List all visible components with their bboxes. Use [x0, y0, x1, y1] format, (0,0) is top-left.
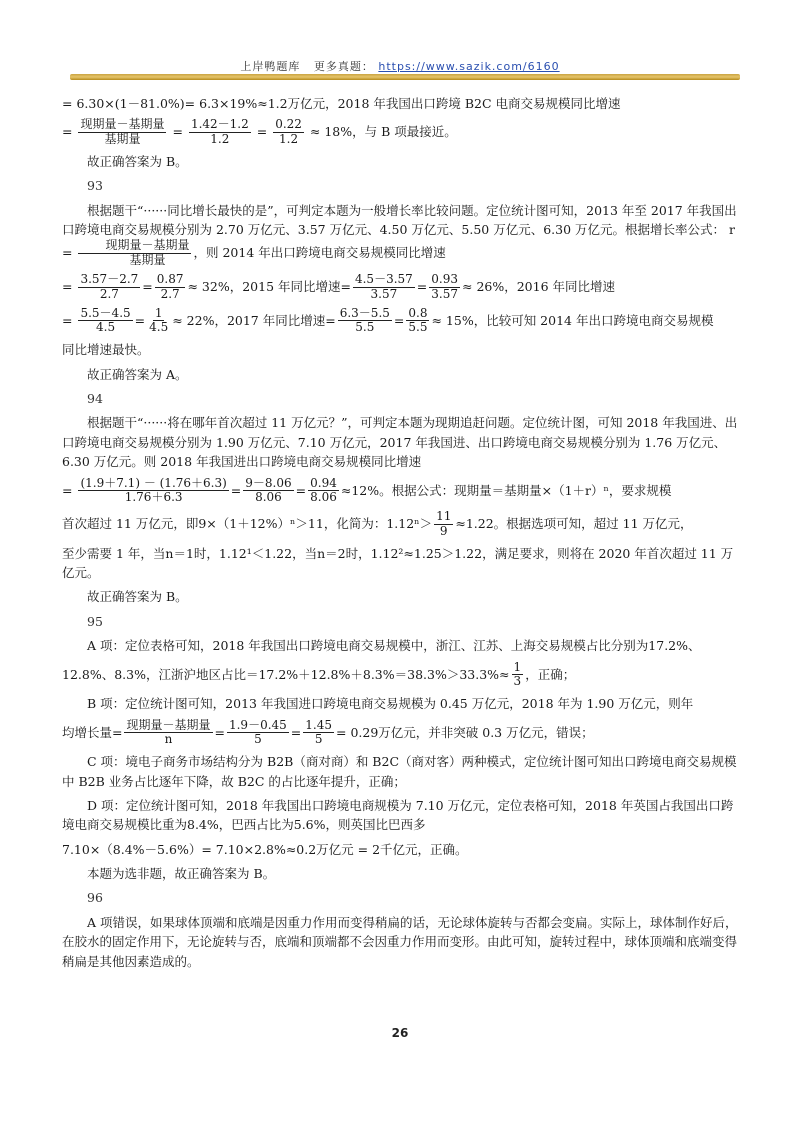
document-body: [62, 94, 740, 976]
fraction-denominator: 2.7: [99, 286, 119, 301]
fraction-denominator: 9: [439, 523, 448, 538]
text-fragment: =: [393, 312, 405, 328]
fraction: [303, 719, 334, 748]
text-line: 至少需要 1 年，当n＝1时，1.12¹＜1.22，当n＝2时，1.12²≈1.25＞1.22，满足要求，则将在 2020 年首次超过 11 万亿元。: [62, 545, 734, 581]
text-fragment: =: [230, 482, 242, 498]
paragraph: D 项：定位统计图可知，2018 年我国出口跨境电商规模为 7.10 万亿元，定位表格可知，2018 年英国占我国出口跨境电商交易规模比重为8.4%，巴西占比为5.6%，则英国比巴西多: [62, 797, 734, 833]
fraction-numerator: 1: [513, 659, 522, 674]
text-fragment: =: [295, 482, 307, 498]
fraction: [78, 477, 228, 506]
text-fragment: =: [62, 312, 73, 328]
fraction-denominator: 1.2: [279, 132, 299, 147]
fraction: [434, 510, 453, 539]
text-line: 7.10×（8.4%－5.6%）= 7.10×2.8%≈0.2万亿元 = 2千亿元，正确。: [62, 841, 468, 857]
fraction: [78, 118, 166, 147]
fraction-denominator: 1.76＋6.3: [124, 490, 183, 505]
fraction-denominator: 4.5: [149, 320, 169, 335]
text-fragment: ，则 2014 年出口跨境电商交易规模同比增速: [193, 245, 446, 261]
text-fragment: 首次超过 11 万亿元，即9×（1＋12%）ⁿ＞11，化简为：1.12ⁿ＞: [62, 515, 433, 531]
text-fragment: =: [142, 278, 153, 294]
header-url-link[interactable]: https://www.sazik.com/6160: [378, 60, 560, 73]
fraction: [189, 118, 251, 147]
text-fragment: ，正确；: [525, 666, 576, 682]
fraction: [78, 307, 132, 336]
formula-line: [62, 477, 740, 506]
text-fragment: =: [290, 724, 302, 740]
fraction-numerator: 3.57－2.7: [80, 272, 139, 287]
fraction: [308, 477, 339, 506]
formula-line: [62, 273, 740, 302]
fraction-denominator: 3.57: [370, 286, 398, 301]
fraction-denominator: 5.5: [355, 320, 375, 335]
header-divider: [70, 74, 740, 80]
fraction-denominator: 基期量: [104, 132, 141, 147]
fraction-numerator: 4.5－3.57: [354, 272, 413, 287]
fraction-denominator: 基期量: [129, 253, 166, 268]
text-line: = 6.30×(1－81.0%)= 6.3×19%≈1.2万亿元，2018 年我国出口跨境 B2C 电商交易规模同比增速: [62, 96, 621, 111]
fraction-numerator: 11: [436, 509, 452, 524]
fraction-numerator: 0.22: [275, 117, 302, 132]
fraction: [353, 273, 415, 302]
text-fragment: ≈ 18%，与 B 项最接近。: [309, 124, 457, 140]
fraction-denominator: 5: [314, 732, 323, 747]
formula-line: [62, 661, 740, 690]
text-fragment: 12.8%、8.3%，江浙沪地区占比＝17.2%＋12.8%＋8.3%＝38.3%＞33.3%≈: [62, 666, 510, 682]
fraction-numerator: 0.93: [431, 272, 458, 287]
text-fragment: =: [62, 482, 73, 498]
text-fragment: 根据题干“······同比增长最快的是”，可判定本题为一般增长率比较问题。定位统计图可知，2013 年至 2017 年我国出口跨境电商交易规模分别为 2.70 万亿元、3.57 万亿元、4.50 万亿元、5.50 万亿元、6.30 万亿元。根据增长率公式：: [62, 202, 737, 238]
text-fragment: ≈ 15%，比较可知 2014 年出口跨境电商交易规模: [431, 312, 714, 328]
fraction: [273, 118, 304, 147]
fraction-denominator: n: [164, 732, 173, 747]
page-number: 26: [391, 1026, 409, 1040]
fraction: [124, 719, 212, 748]
header-brand: 上岸鸭题库: [240, 60, 301, 73]
text-fragment: ≈ 32%，2015 年同比增速=: [187, 278, 351, 294]
answer-line: 故正确答案为 B。: [87, 153, 188, 169]
fraction-denominator: 2.7: [160, 286, 180, 301]
text-fragment: =: [62, 278, 73, 294]
fraction-numerator: 现期量－基期量: [78, 239, 191, 254]
text-fragment: ≈1.22。根据选项可知，超过 11 万亿元，: [455, 515, 693, 531]
fraction-numerator: 现期量－基期量: [80, 117, 165, 132]
fraction-denominator: 1.2: [210, 132, 230, 147]
formula-line: [62, 307, 740, 336]
fraction: [406, 307, 429, 336]
text-line: B 项：定位统计图可知，2013 年我国进口跨境电商交易规模为 0.45 万亿元，2018 年为 1.90 万亿元，则年: [87, 696, 694, 712]
paragraph: 根据题干“······将在哪年首次超过 11 万亿元？”，可判定本题为现期追赶问题。定位统计图，可知 2018 年我国进、出口跨境电商交易规模分别为 1.90 万亿元、7.10 万亿元，2017 年我国进、出口跨境电商交易规模分别为 1.76 万亿元、6.30 万亿元。则 2018 年我国进出口跨境电商交易规模同比增速: [62, 415, 738, 470]
fraction-numerator: 1: [154, 305, 163, 320]
question-number: 96: [87, 890, 103, 906]
fraction-numerator: 1.9－0.45: [228, 717, 287, 732]
fraction: [243, 477, 293, 506]
fraction: [155, 273, 186, 302]
fraction-numerator: 5.5－4.5: [80, 305, 131, 320]
paragraph: C 项：境电子商务市场结构分为 B2B（商对商）和 B2C（商对客）两种模式，定位统计图可知出口跨境电商交易规模中 B2B 业务占比逐年下降，故 B2C 的占比逐年提升，正确；: [62, 754, 737, 789]
fraction-numerator: (1.9＋7.1) － (1.76＋6.3): [80, 475, 227, 490]
fraction: [429, 273, 460, 302]
fraction-denominator: 5: [254, 732, 262, 747]
text-fragment: =: [172, 124, 183, 140]
text-fragment: ≈ 22%，2017 年同比增速=: [172, 312, 336, 328]
question-number: 94: [87, 391, 103, 406]
text-fragment: =: [256, 124, 268, 140]
fraction-numerator: 现期量－基期量: [126, 717, 211, 732]
text-fragment: =: [416, 278, 428, 294]
fraction-denominator: 5.5: [408, 320, 428, 335]
text-fragment: =: [62, 124, 73, 140]
fraction: [512, 661, 524, 690]
paragraph: A 项错误，如果球体顶端和底端是因重力作用而变得稍扁的话，无论球体旋转与否都会变扁。实际上，球体制作好后，在胶水的固定作用下，无论旋转与否，底端和顶端都不会因重力作用而变形。由此可知，旋转过程中，球体顶端和底端变得稍扁是其他因素造成的。: [62, 914, 738, 969]
text-fragment: =: [134, 312, 146, 328]
answer-line: 故正确答案为 B。: [87, 589, 188, 605]
question-number: 93: [87, 178, 103, 194]
fraction-numerator: 0.94: [310, 475, 337, 490]
text-fragment: 均增长量=: [62, 724, 123, 740]
fraction: [227, 719, 289, 748]
fraction: [338, 307, 392, 336]
formula-line: [62, 510, 740, 539]
text-fragment: =: [214, 724, 225, 740]
question-number: 95: [87, 613, 103, 629]
fraction-denominator: 3: [513, 674, 522, 689]
text-line: A 项：定位表格可知，2018 年我国出口跨境电商交易规模中，浙江、江苏、上海交易规模占比分别为17.2%、: [87, 638, 701, 654]
formula-line: [62, 118, 740, 147]
text-fragment: r =: [62, 222, 735, 261]
formula-line: [62, 719, 740, 748]
answer-line: 本题为选非题，故正确答案为 B。: [87, 866, 276, 881]
paragraph: [62, 201, 740, 268]
text-fragment: ≈ 26%，2016 年同比增速: [462, 278, 616, 294]
fraction: [78, 239, 191, 268]
fraction-numerator: 0.8: [408, 305, 428, 320]
header-label: 更多真题：: [313, 60, 374, 73]
fraction-numerator: 1.42－1.2: [190, 117, 249, 132]
fraction-numerator: 9－8.06: [245, 475, 292, 490]
fraction: [147, 307, 170, 336]
fraction-denominator: 4.5: [96, 320, 116, 335]
fraction-denominator: 8.06: [255, 490, 282, 505]
text-line: 同比增速最快。: [62, 342, 150, 358]
fraction-numerator: 6.3－5.5: [339, 305, 390, 320]
fraction-numerator: 1.45: [305, 717, 332, 732]
answer-line: 故正确答案为 A。: [87, 366, 188, 382]
fraction-numerator: 0.87: [156, 272, 184, 287]
text-fragment: = 0.29万亿元，并非突破 0.3 万亿元，错误；: [336, 724, 594, 740]
fraction: [78, 273, 140, 302]
page-header: [0, 58, 800, 74]
fraction-denominator: 3.57: [431, 286, 458, 301]
fraction-denominator: 8.06: [310, 490, 337, 505]
text-fragment: ≈12%。根据公式：现期量＝基期量×（1＋r）ⁿ，要求规模: [340, 482, 672, 498]
